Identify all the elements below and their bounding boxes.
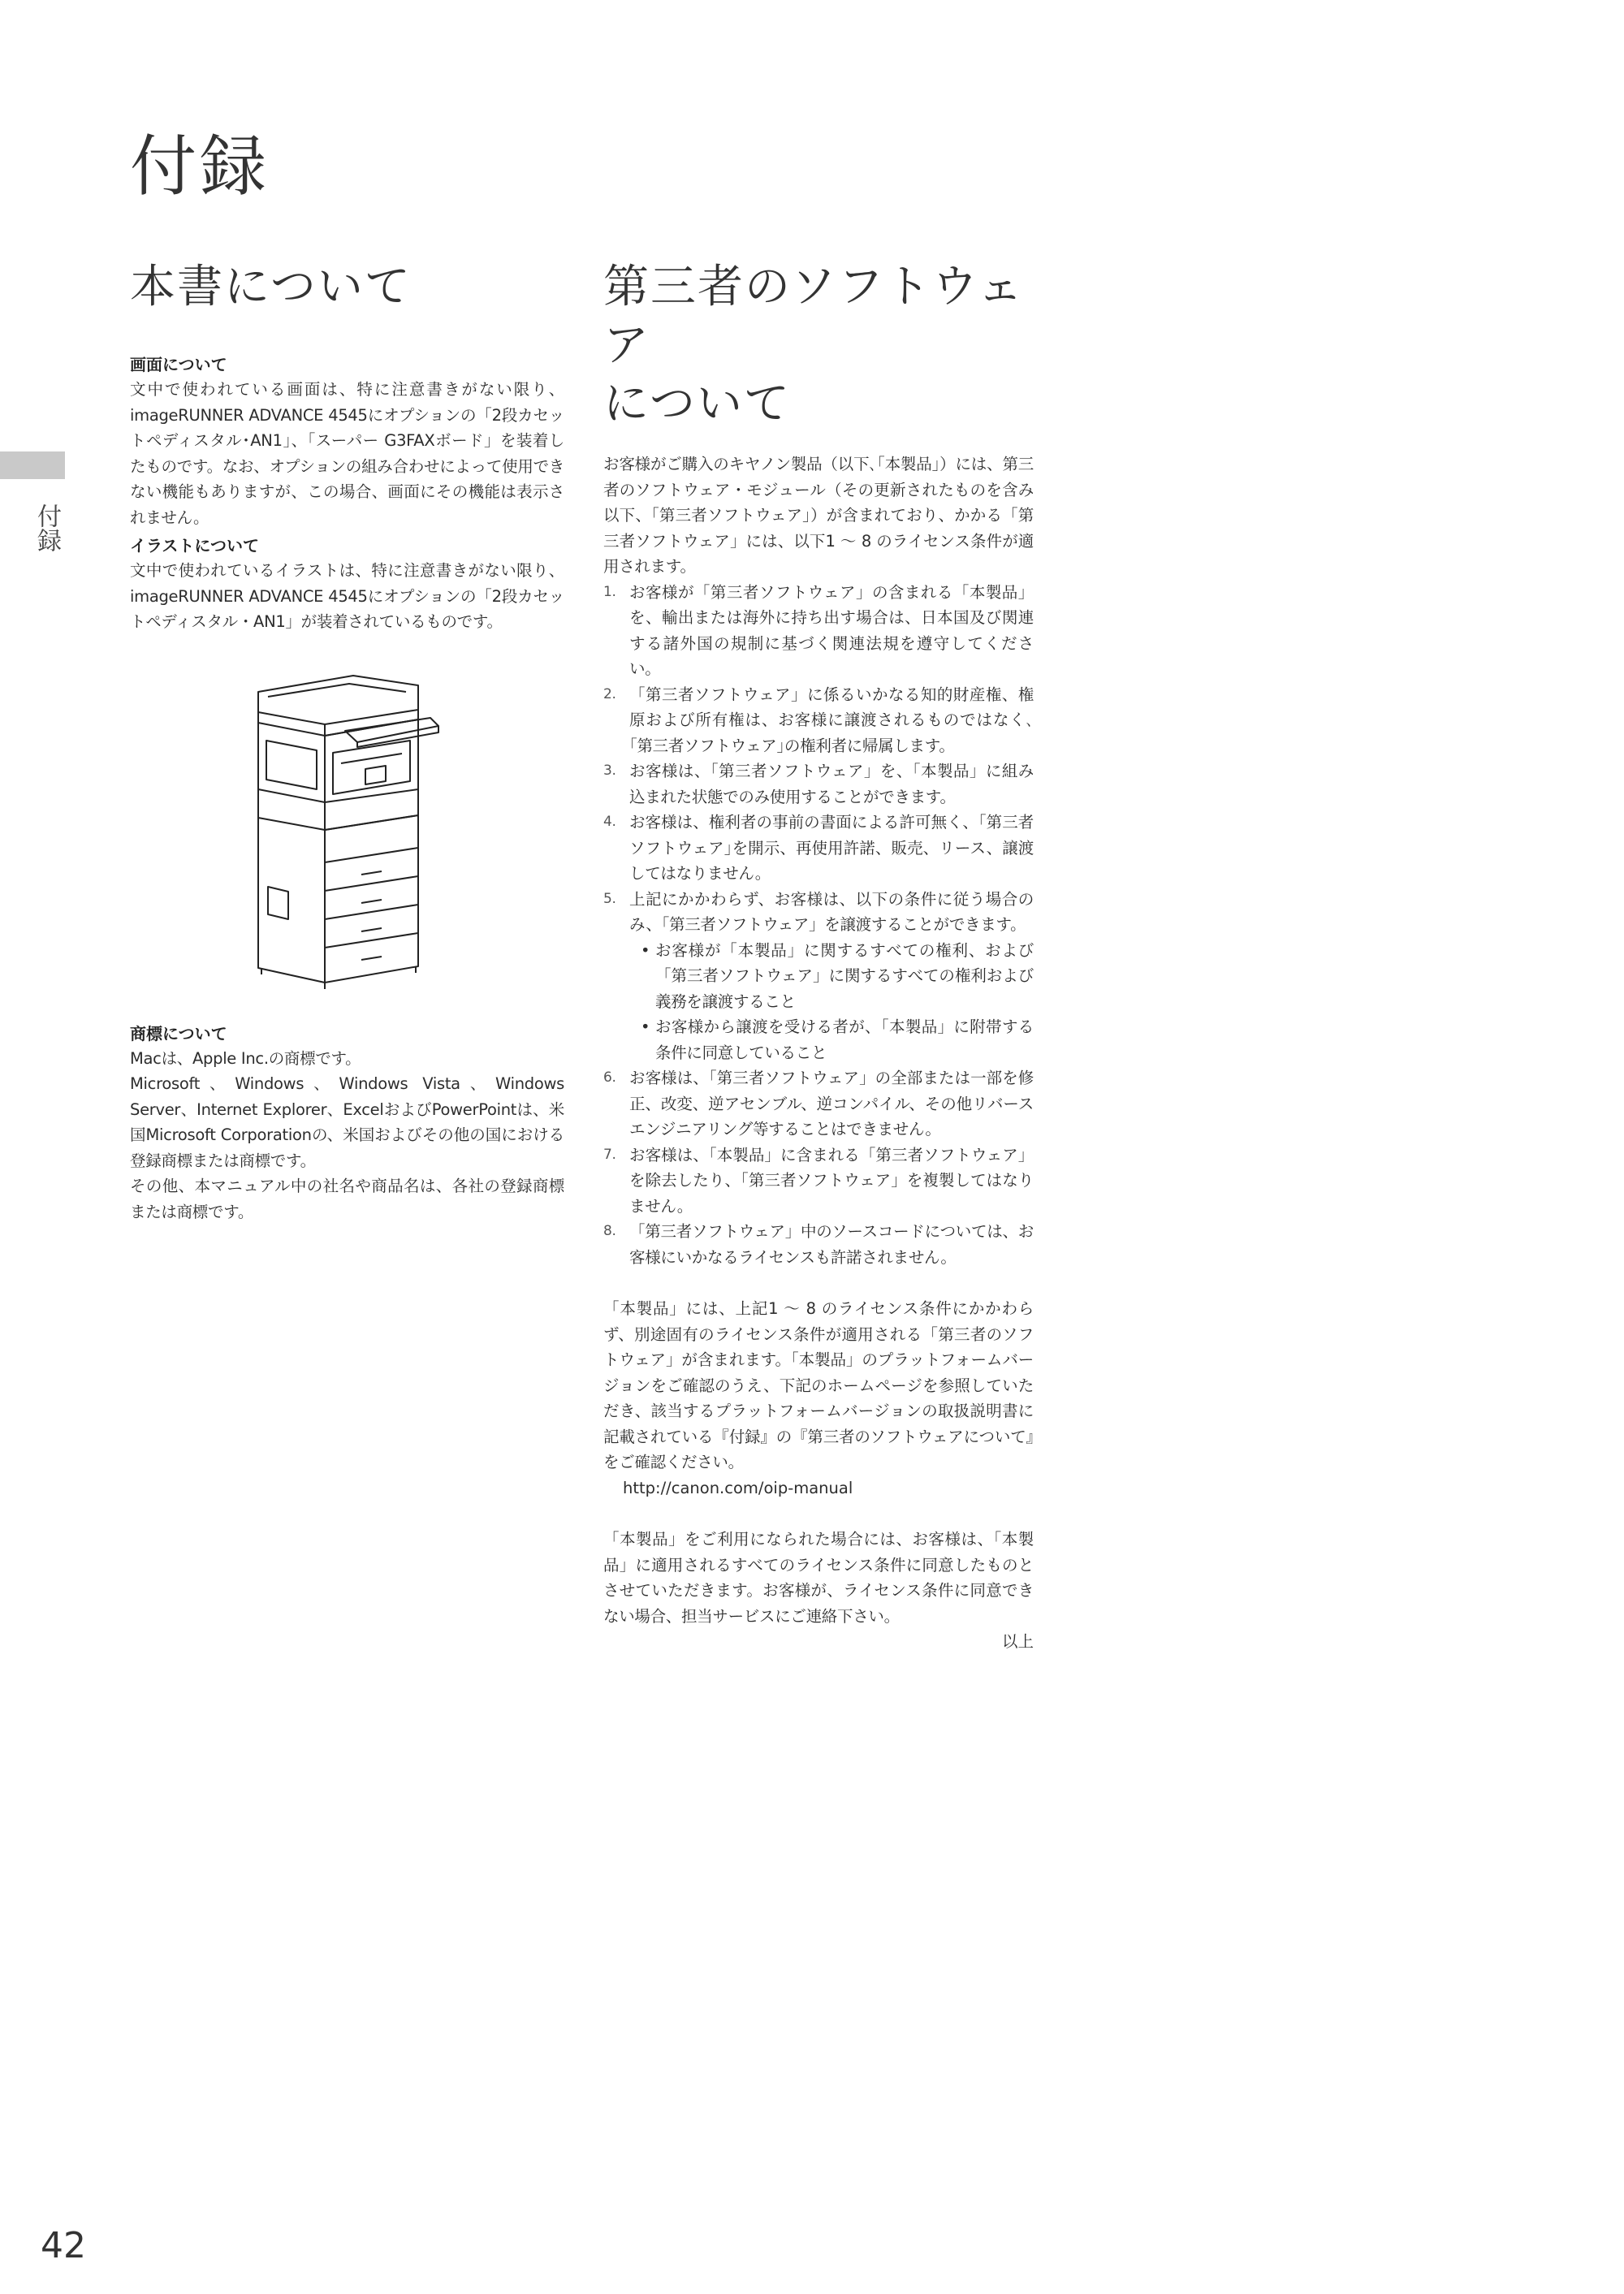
page-number: 42 — [41, 2225, 86, 2266]
transfer-conditions-list — [629, 938, 1034, 1066]
license-term: 2. 「第三者ソフトウェア」に係るいかなる知的財産権、権原および所有権は、お客様に譲渡されるものではなく､｢第三者ソフトウェア｣の権利者に帰属します。 — [603, 685, 1034, 755]
transfer-condition: • お客様から譲渡を受ける者が、「本製品」に附帯する条件に同意していること — [637, 1014, 1034, 1065]
license-term: 4. お客様は、権利者の事前の書面による許可無く、｢第三者ソフトウェア｣を開示、再使用許諾、販売、リース、譲渡してはなりません。 — [603, 813, 1034, 883]
additional-license-paragraph: 「本製品」には、上記1 ～ 8 のライセンス条件にかかわらず、別途固有のライセンス条件が適用される「第三者のソフトウェア」が含まれます。「本製品」のプラットフォームバージョンをご確認のうえ、下記のホームページを参照していただき、該当するプラットフォームバージョンの取扱説明書に記載されている『付録』の『第三者のソフトウェアについて』をご確認ください。 — [603, 1299, 1034, 1471]
section-heading-third-party-line2: について — [603, 378, 791, 430]
printer-illustration — [244, 667, 447, 992]
trademark-line-1: Macは、Apple Inc.の商標です。 — [130, 1048, 361, 1068]
license-term: 1. お客様が「第三者ソフトウェア」の含まれる「本製品」を、輸出または海外に持ち出す場合は、日本国及び関連する諸外国の規制に基づく関連法規を遵守してください。 — [603, 582, 1034, 678]
trademark-line-2: Microsoft、Windows、Windows Vista、Windows Server、Internet Explorer、ExcelおよびPowerPointは、米国Microsoft Corporationの、米国およびその他の国における登録商標または商標です。 — [130, 1074, 564, 1170]
closing-text: 以上 — [1001, 1632, 1034, 1651]
side-tab-marker — [0, 451, 65, 479]
section-heading-about-manual: 本書について — [130, 261, 412, 313]
third-party-intro: お客様がご購入のキヤノン製品（以下､｢本製品｣）には、第三者のソフトウェア・モジュール（その更新されたものを含み以下、｢第三者ソフトウェア｣）が含まれており、かかる「第三者ソフトウェア」には、以下1 ～ 8 のライセンス条件が適用されます。 — [603, 455, 1034, 576]
illustrations-text: 文中で使われているイラストは、特に注意書きがない限り、imageRUNNER ADVANCE 4545にオプションの「2段カセットペディスタル・AN1」が装着されているものです。 — [130, 561, 564, 631]
trademark-line-3: その他、本マニュアル中の社名や商品名は、各社の登録商標または商標です。 — [130, 1177, 564, 1221]
license-term: 6. お客様は、「第三者ソフトウェア」の全部または一部を修正、改変、逆アセンブル、逆コンパイル、その他リバースエンジニアリング等することはできません。 — [603, 1069, 1034, 1138]
manual-url: http://canon.com/oip-manual — [623, 1478, 853, 1497]
license-term: 7. お客様は、「本製品」に含まれる「第三者ソフトウェア」を除去したり、「第三者ソフトウェア」を複製してはなりません。 — [603, 1145, 1034, 1216]
license-term: 8. 「第三者ソフトウェア」中のソースコードについては、お客様にいかなるライセンスも許諾されません。 — [603, 1222, 1034, 1267]
side-chapter-label: 付録 — [32, 503, 61, 552]
license-term: 3. お客様は、「第三者ソフトウェア」を、「本製品」に組み込まれた状態でのみ使用することができます。 — [603, 762, 1034, 806]
right-column — [603, 258, 1034, 1655]
subheading-trademarks: 商標について — [130, 1023, 227, 1043]
subheading-illustrations: イラストについて — [130, 536, 259, 555]
chapter-title: 付録 — [130, 128, 270, 205]
subheading-screens: 画面について — [130, 355, 227, 374]
consent-paragraph: 「本製品」をご利用になられた場合には、お客様は、「本製品」に適用されるすべてのライセンス条件に同意したものとさせていただきます。お客様が、ライセンス条件に同意できない場合、担当サービスにご連絡下さい。 — [603, 1530, 1034, 1626]
license-term: 5. 上記にかかわらず、お客様は、以下の条件に従う場合のみ、「第三者ソフトウェア」を譲渡することができます。 • お客様が「本製品」に関するすべての権利、および「第三者ソフトウェア」に関するすべての権利および義務を譲渡すること • お客様から譲渡を受ける者が、「本製品」に附帯する条件に同意していること — [603, 887, 1034, 1066]
left-column — [130, 258, 564, 1225]
section-heading-third-party-line1: 第三者のソフトウェア — [603, 261, 1025, 372]
screens-text: 文中で使われている画面は、特に注意書きがない限り、imageRUNNER ADVANCE 4545にオプションの「2段カセットペディスタル･AN1」、「スーパー G3FAXボード」を装着したものです。なお、オプションの組み合わせによって使用できない機能もありますが、この場合、画面にその機能は表示されません。 — [130, 380, 564, 527]
transfer-condition: • お客様が「本製品」に関するすべての権利、および「第三者ソフトウェア」に関するすべての権利および義務を譲渡すること — [637, 938, 1034, 1015]
license-terms-list — [603, 580, 1034, 1271]
